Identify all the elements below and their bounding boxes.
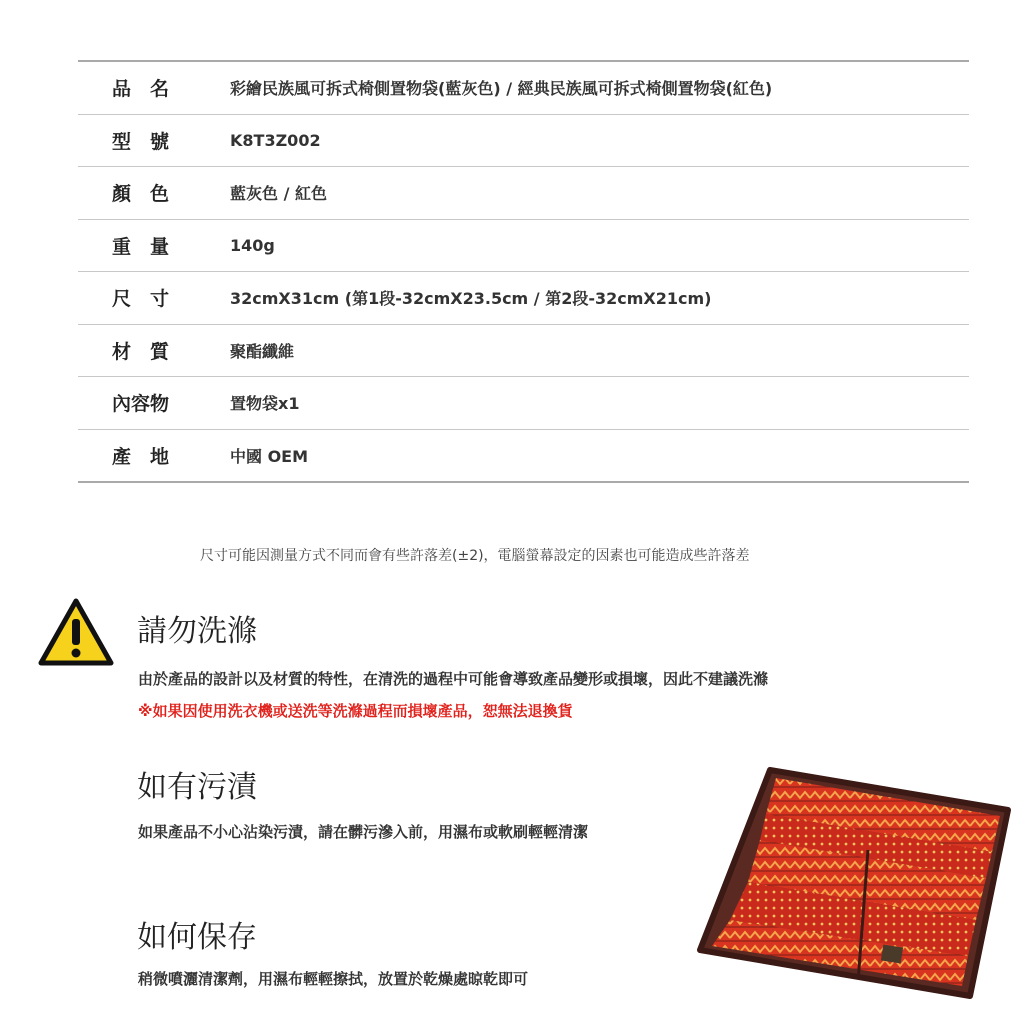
- wash-warning: ※如果因使用洗衣機或送洗等洗滌過程而損壞產品，恕無法退換貨: [138, 702, 573, 720]
- size-tolerance-note: 尺寸可能因測量方式不同而會有些許落差(±2)，電腦螢幕設定的因素也可能造成些許落差: [200, 548, 750, 564]
- spec-row-model: [78, 115, 969, 168]
- wash-title: 請勿洗滌: [137, 614, 257, 649]
- wash-text: 由於產品的設計以及材質的特性，在清洗的過程中可能會導致產品變形或損壞，因此不建議洗滌: [138, 670, 769, 688]
- spec-label: 尺 寸: [112, 288, 170, 311]
- spec-row-material: [78, 325, 969, 378]
- spec-label: 型 號: [112, 130, 170, 153]
- spec-label: 重 量: [112, 235, 170, 258]
- spec-value: 聚酯纖維: [230, 341, 295, 361]
- spec-label: 材 質: [112, 340, 170, 363]
- spec-table: [78, 60, 969, 483]
- brand-tag: [881, 945, 903, 964]
- spec-value: 置物袋x1: [230, 394, 300, 414]
- storage-text: 稍微噴灑清潔劑，用濕布輕輕擦拭，放置於乾燥處晾乾即可: [138, 970, 529, 988]
- spec-row-size: [78, 272, 969, 325]
- spec-label: 產 地: [112, 445, 170, 468]
- spec-value: 32cmX31cm (第1段-32cmX23.5cm / 第2段-32cmX21cm): [230, 289, 712, 309]
- spec-row-weight: [78, 220, 969, 273]
- spec-row-name: [78, 62, 969, 115]
- stain-text: 如果產品不小心沾染污漬，請在髒污滲入前，用濕布或軟刷輕輕清潔: [138, 823, 589, 841]
- spec-label: 品 名: [112, 78, 170, 101]
- spec-value: 藍灰色 / 紅色: [230, 184, 327, 204]
- stain-title: 如有污漬: [137, 770, 257, 805]
- spec-value: 中國 OEM: [230, 446, 309, 466]
- warning-triangle-icon: [38, 597, 114, 667]
- spec-label: 顏 色: [112, 183, 170, 206]
- spec-value: 140g: [230, 235, 275, 255]
- spec-row-contents: [78, 377, 969, 430]
- spec-row-color: [78, 167, 969, 220]
- spec-row-origin: [78, 430, 969, 482]
- product-bag-image: [690, 760, 1020, 1000]
- storage-title: 如何保存: [137, 920, 257, 955]
- spec-label: 內容物: [112, 393, 170, 416]
- spec-value: K8T3Z002: [230, 130, 321, 150]
- spec-value: 彩繪民族風可拆式椅側置物袋(藍灰色) / 經典民族風可拆式椅側置物袋(紅色): [230, 79, 773, 99]
